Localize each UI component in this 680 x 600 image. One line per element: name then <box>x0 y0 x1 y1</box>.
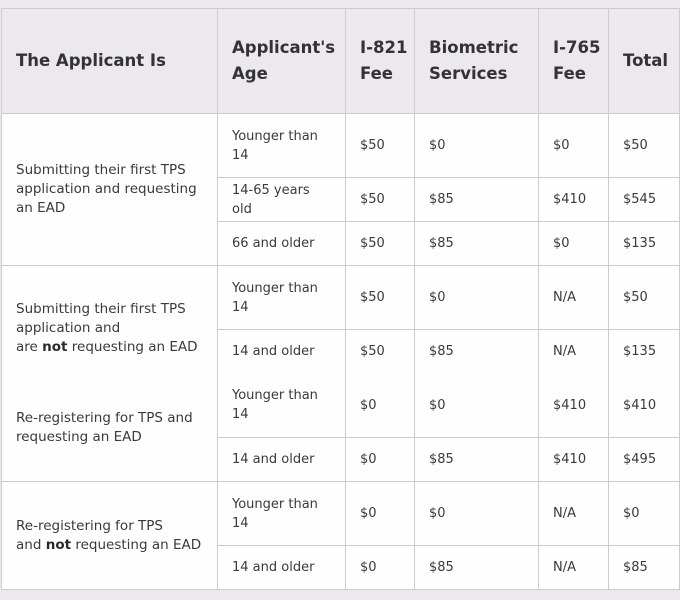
biometric-fee-cell: $0 <box>415 482 539 546</box>
header-i821-fee: I-821 Fee <box>346 9 415 114</box>
total-fee-cell: $495 <box>609 438 680 482</box>
biometric-fee-cell: $0 <box>415 374 539 438</box>
tps-fee-table <box>1 8 680 590</box>
i765-fee-cell: $0 <box>539 114 609 178</box>
i765-fee-cell: $410 <box>539 374 609 438</box>
age-cell: 66 and older <box>218 222 346 266</box>
age-cell: 14-65 years old <box>218 178 346 222</box>
i821-fee-cell: $50 <box>346 266 415 330</box>
total-fee-cell: $85 <box>609 546 680 590</box>
header-i765-fee: I-765 Fee <box>539 9 609 114</box>
group-description: Submitting their first TPS application and requesting an EAD <box>16 162 197 216</box>
total-fee-cell: $545 <box>609 178 680 222</box>
i821-fee-cell: $50 <box>346 330 415 374</box>
total-fee-cell: $135 <box>609 330 680 374</box>
total-fee-cell: $50 <box>609 114 680 178</box>
i765-fee-cell: N/A <box>539 482 609 546</box>
age-cell: Younger than 14 <box>218 374 346 438</box>
table-row <box>2 266 680 330</box>
header-biometric-services: Biometric Services <box>415 9 539 114</box>
header-total: Total <box>609 9 680 114</box>
group-description-reregister-with-ead: Re-registering for TPS and requesting an EAD <box>16 410 193 445</box>
age-cell: 14 and older <box>218 330 346 374</box>
total-fee-cell: $410 <box>609 374 680 438</box>
biometric-fee-cell: $85 <box>415 222 539 266</box>
i821-fee-cell: $0 <box>346 374 415 438</box>
age-cell: Younger than 14 <box>218 482 346 546</box>
header-applicant-is: The Applicant Is <box>2 9 218 114</box>
i765-fee-cell: $410 <box>539 178 609 222</box>
header-row <box>2 9 680 114</box>
emphasis-not: not <box>45 536 72 553</box>
biometric-fee-cell: $0 <box>415 266 539 330</box>
i765-fee-cell: $410 <box>539 438 609 482</box>
age-cell: 14 and older <box>218 438 346 482</box>
biometric-fee-cell: $85 <box>415 178 539 222</box>
age-cell: Younger than 14 <box>218 114 346 178</box>
age-cell: 14 and older <box>218 546 346 590</box>
group-description-first-no-ead: Submitting their first TPS application and are not requesting an EAD <box>16 301 198 355</box>
biometric-fee-cell: $85 <box>415 546 539 590</box>
group-reregister-no-ead <box>2 482 218 590</box>
i821-fee-cell: $50 <box>346 178 415 222</box>
total-fee-cell: $50 <box>609 266 680 330</box>
i765-fee-cell: $0 <box>539 222 609 266</box>
biometric-fee-cell: $85 <box>415 438 539 482</box>
i821-fee-cell: $50 <box>346 114 415 178</box>
group-first-tps-with-ead <box>2 114 218 266</box>
age-cell: Younger than 14 <box>218 266 346 330</box>
table-row <box>2 482 680 546</box>
i821-fee-cell: $0 <box>346 438 415 482</box>
biometric-fee-cell: $0 <box>415 114 539 178</box>
i821-fee-cell: $50 <box>346 222 415 266</box>
total-fee-cell: $135 <box>609 222 680 266</box>
fee-table-container <box>1 8 680 590</box>
table-row <box>2 114 680 178</box>
i765-fee-cell: N/A <box>539 330 609 374</box>
i765-fee-cell: N/A <box>539 266 609 330</box>
header-age: Applicant's Age <box>218 9 346 114</box>
group-description: Re-registering for TPS and not requesting an EAD <box>16 517 202 553</box>
i821-fee-cell: $0 <box>346 546 415 590</box>
i765-fee-cell: N/A <box>539 546 609 590</box>
total-fee-cell: $0 <box>609 482 680 546</box>
emphasis-not: not <box>42 339 68 355</box>
group-first-tps-no-ead-and-reregister-with-ead <box>2 266 218 482</box>
i821-fee-cell: $0 <box>346 482 415 546</box>
biometric-fee-cell: $85 <box>415 330 539 374</box>
